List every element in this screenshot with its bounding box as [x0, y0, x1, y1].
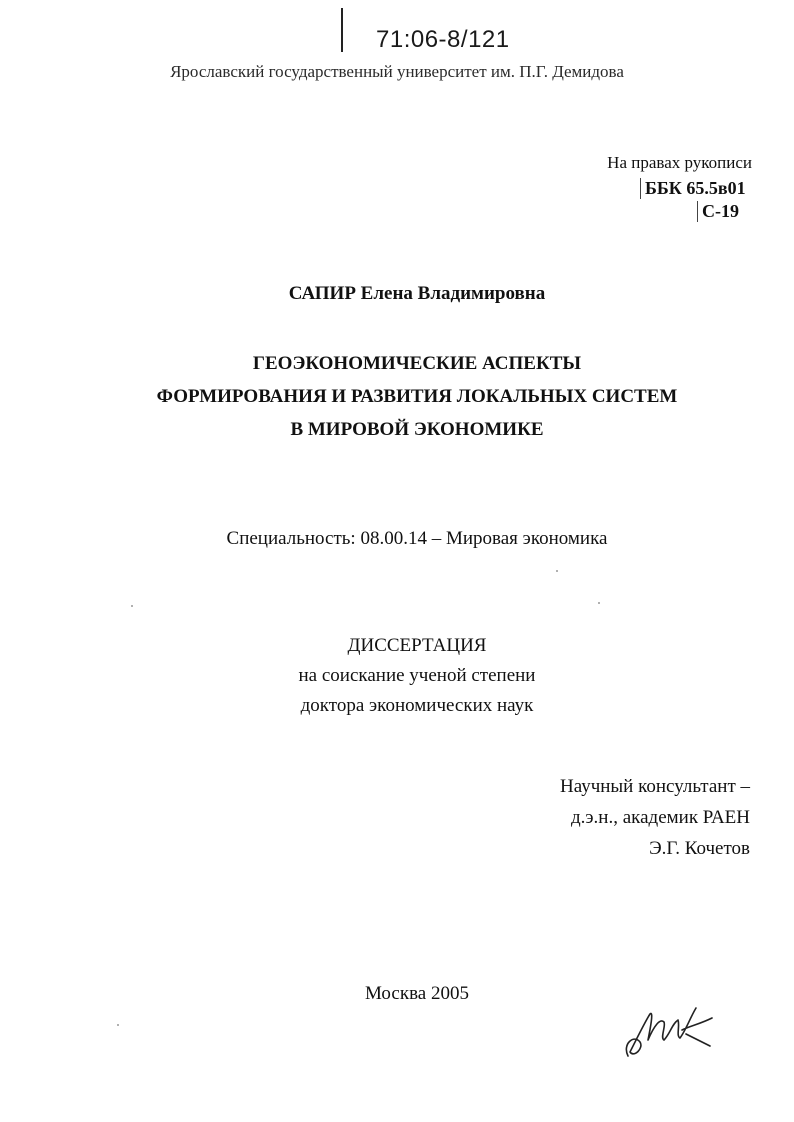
dissertation-title [0, 347, 794, 446]
bbk-code: ББК 65.5в01 [640, 178, 746, 199]
university-name: Ярославский государственный университет им. П.Г. Демидова [170, 62, 624, 81]
degree-line-2: доктора экономических наук [300, 695, 534, 716]
specialty: Специальность: 08.00.14 – Мировая экономика [226, 528, 608, 549]
scan-speck [598, 602, 600, 604]
advisor-degree: д.э.н., академик РАЕН [570, 807, 750, 828]
scan-speck [556, 570, 558, 572]
rights-notice: На правах рукописи [607, 153, 752, 172]
scan-speck [117, 1024, 119, 1026]
scan-artifact-line [341, 8, 343, 52]
degree-line-1: на соискание ученой степени [298, 665, 536, 686]
author-name: САПИР Елена Владимировна [288, 283, 546, 304]
scan-speck [131, 605, 133, 607]
title-line: ГЕОЭКОНОМИЧЕСКИЕ АСПЕКТЫ [252, 353, 582, 374]
advisor-role: Научный консультант – [560, 776, 750, 797]
city-year: Москва 2005 [365, 983, 469, 1004]
author-index: С-19 [697, 201, 739, 222]
catalog-number: 71:06-8/121 [376, 26, 510, 53]
title-line: ФОРМИРОВАНИЯ И РАЗВИТИЯ ЛОКАЛЬНЫХ СИСТЕМ [156, 386, 678, 407]
advisor-block [560, 771, 750, 864]
handwritten-signature [620, 996, 720, 1066]
degree-block [0, 631, 794, 721]
title-line: В МИРОВОЙ ЭКОНОМИКЕ [290, 419, 544, 440]
document-type: ДИССЕРТАЦИЯ [347, 635, 487, 656]
advisor-name: Э.Г. Кочетов [649, 838, 750, 859]
